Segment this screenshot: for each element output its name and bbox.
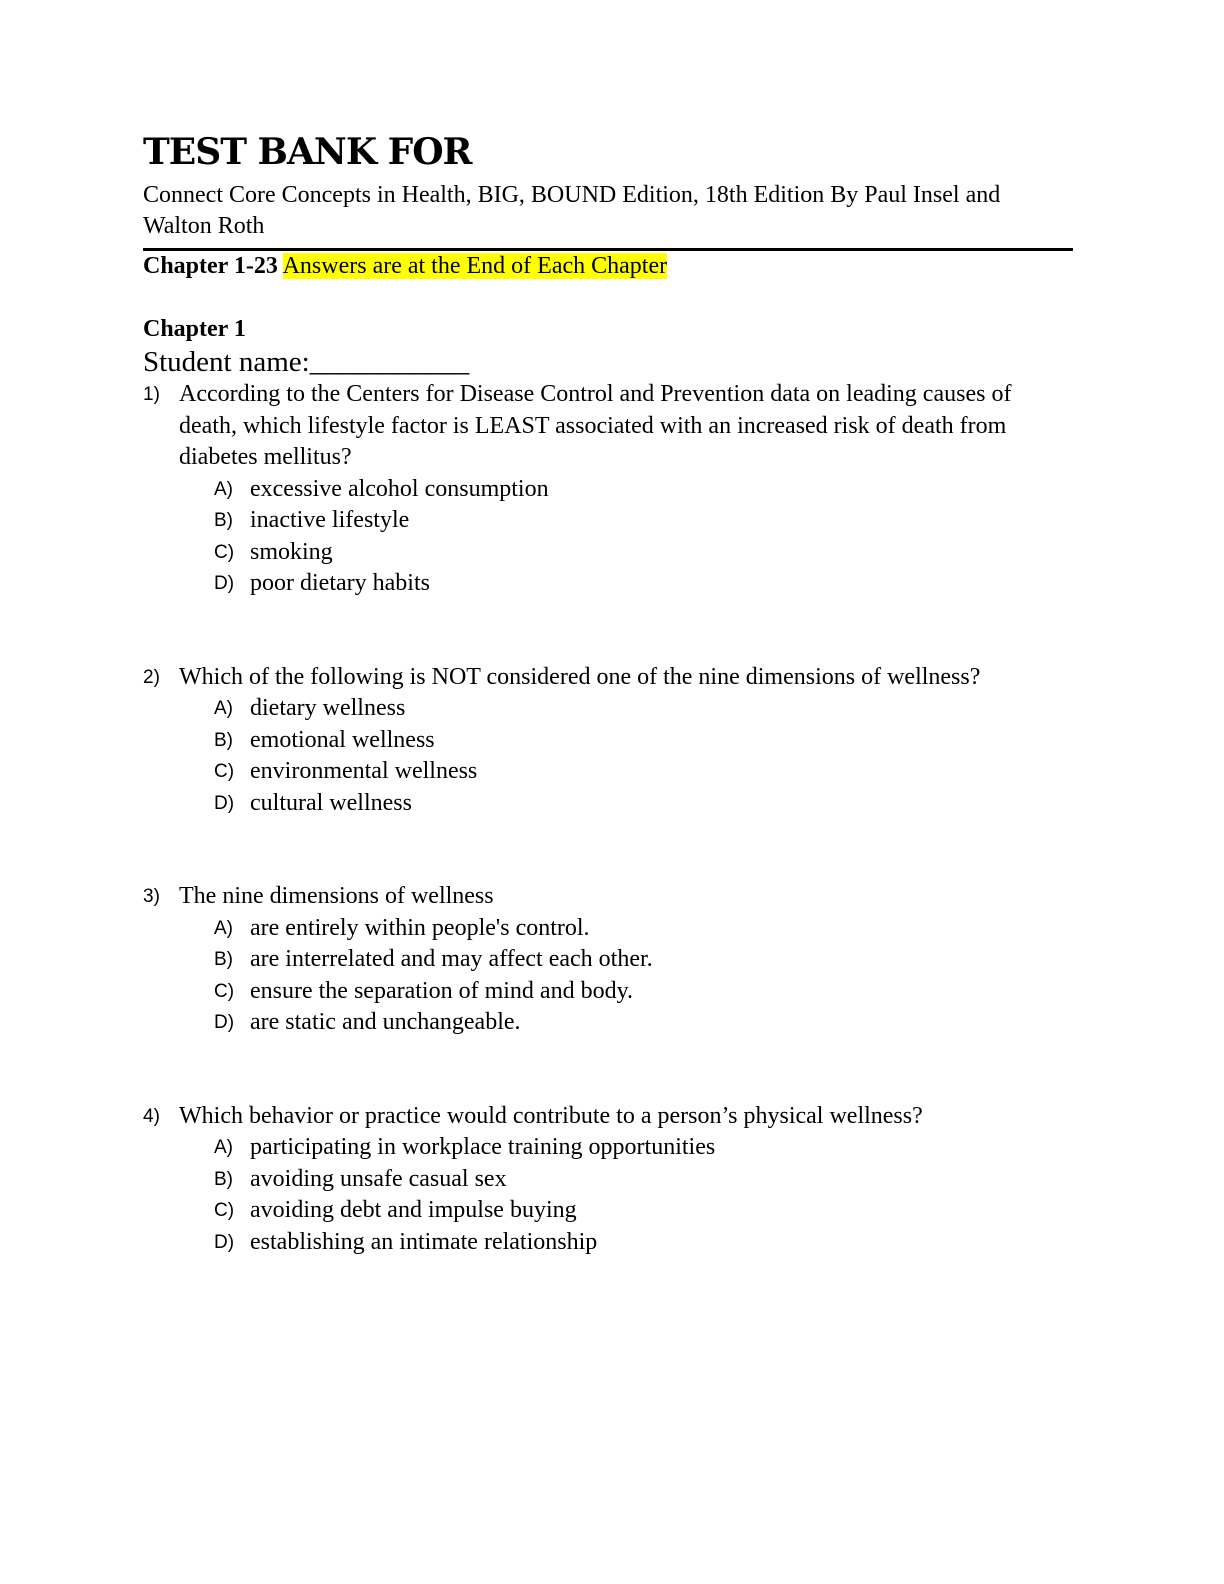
option-b bbox=[214, 944, 1073, 976]
question-number: 3) bbox=[143, 886, 160, 907]
option-d bbox=[214, 1007, 1073, 1039]
option-text: excessive alcohol consumption bbox=[250, 475, 549, 502]
option-text: are static and unchangeable. bbox=[250, 1009, 521, 1035]
chapter-heading: Chapter 1 bbox=[143, 316, 246, 342]
question-2 bbox=[143, 662, 1073, 820]
option-letter: B) bbox=[214, 1168, 233, 1190]
chapter-range-label: Chapter 1-23 bbox=[143, 253, 278, 279]
option-c bbox=[214, 1195, 1073, 1227]
option-b bbox=[214, 1164, 1073, 1196]
option-text: participating in workplace training opportunities bbox=[250, 1134, 716, 1160]
option-d bbox=[214, 568, 1073, 600]
option-c bbox=[214, 537, 1073, 569]
question-1 bbox=[143, 379, 1073, 600]
question-3 bbox=[143, 881, 1073, 1039]
chapter-range-line bbox=[143, 251, 1073, 282]
option-letter: D) bbox=[214, 573, 235, 594]
option-letter: B) bbox=[214, 729, 233, 751]
answer-options bbox=[214, 474, 1073, 600]
answer-options bbox=[214, 913, 1073, 1039]
question-number: 4) bbox=[143, 1105, 160, 1127]
question-text: Which behavior or practice would contribute to a person’s physical wellness? bbox=[179, 1102, 923, 1129]
option-text: avoiding unsafe casual sex bbox=[250, 1165, 507, 1192]
option-letter: A) bbox=[214, 698, 233, 719]
option-d bbox=[214, 788, 1073, 820]
option-letter: D) bbox=[214, 1231, 235, 1253]
option-text: poor dietary habits bbox=[250, 570, 430, 596]
option-letter: C) bbox=[214, 980, 235, 1002]
option-letter: A) bbox=[214, 917, 233, 939]
question-text: According to the Centers for Disease Control and Prevention data on leading causes of death, which lifestyle factor is LEAST associated with an increased risk of death from diabetes mellitus? bbox=[179, 381, 1012, 470]
document-page bbox=[143, 130, 1073, 1258]
question-number: 1) bbox=[143, 384, 160, 405]
question-number: 2) bbox=[143, 666, 160, 688]
option-letter: A) bbox=[214, 1137, 233, 1158]
option-text: are interrelated and may affect each other. bbox=[250, 946, 653, 972]
option-letter: B) bbox=[214, 949, 233, 970]
option-b bbox=[214, 725, 1073, 757]
option-text: are entirely within people's control. bbox=[250, 914, 590, 941]
option-a bbox=[214, 913, 1073, 945]
option-text: emotional wellness bbox=[250, 726, 435, 753]
option-letter: C) bbox=[214, 541, 235, 563]
option-d bbox=[214, 1227, 1073, 1259]
question-4 bbox=[143, 1101, 1073, 1259]
option-text: cultural wellness bbox=[250, 789, 412, 816]
option-text: smoking bbox=[250, 538, 333, 565]
option-letter: A) bbox=[214, 478, 233, 500]
answers-note-highlight: Answers are at the End of Each Chapter bbox=[282, 253, 668, 279]
option-letter: B) bbox=[214, 510, 233, 531]
option-text: inactive lifestyle bbox=[250, 507, 410, 533]
document-title: TEST BANK FOR bbox=[143, 131, 472, 173]
option-text: avoiding debt and impulse buying bbox=[250, 1197, 577, 1223]
answer-options bbox=[214, 1132, 1073, 1258]
option-a bbox=[214, 1132, 1073, 1164]
option-c bbox=[214, 756, 1073, 788]
option-letter: C) bbox=[214, 761, 235, 782]
option-letter: C) bbox=[214, 1200, 235, 1221]
option-letter: D) bbox=[214, 1012, 235, 1033]
option-text: establishing an intimate relationship bbox=[250, 1228, 598, 1255]
answer-options bbox=[214, 693, 1073, 819]
book-subtitle: Connect Core Concepts in Health, BIG, BOUND Edition, 18th Edition By Paul Insel and Walton Roth bbox=[143, 182, 1001, 239]
option-text: dietary wellness bbox=[250, 695, 406, 721]
option-letter: D) bbox=[214, 792, 235, 814]
option-b bbox=[214, 505, 1073, 537]
option-text: environmental wellness bbox=[250, 758, 478, 784]
option-text: ensure the separation of mind and body. bbox=[250, 977, 634, 1004]
student-name-field: Student name:___________ bbox=[143, 346, 470, 378]
option-c bbox=[214, 976, 1073, 1008]
option-a bbox=[214, 693, 1073, 725]
option-a bbox=[214, 474, 1073, 506]
question-text: The nine dimensions of wellness bbox=[179, 883, 494, 909]
question-text: Which of the following is NOT considered one of the nine dimensions of wellness? bbox=[179, 663, 981, 690]
